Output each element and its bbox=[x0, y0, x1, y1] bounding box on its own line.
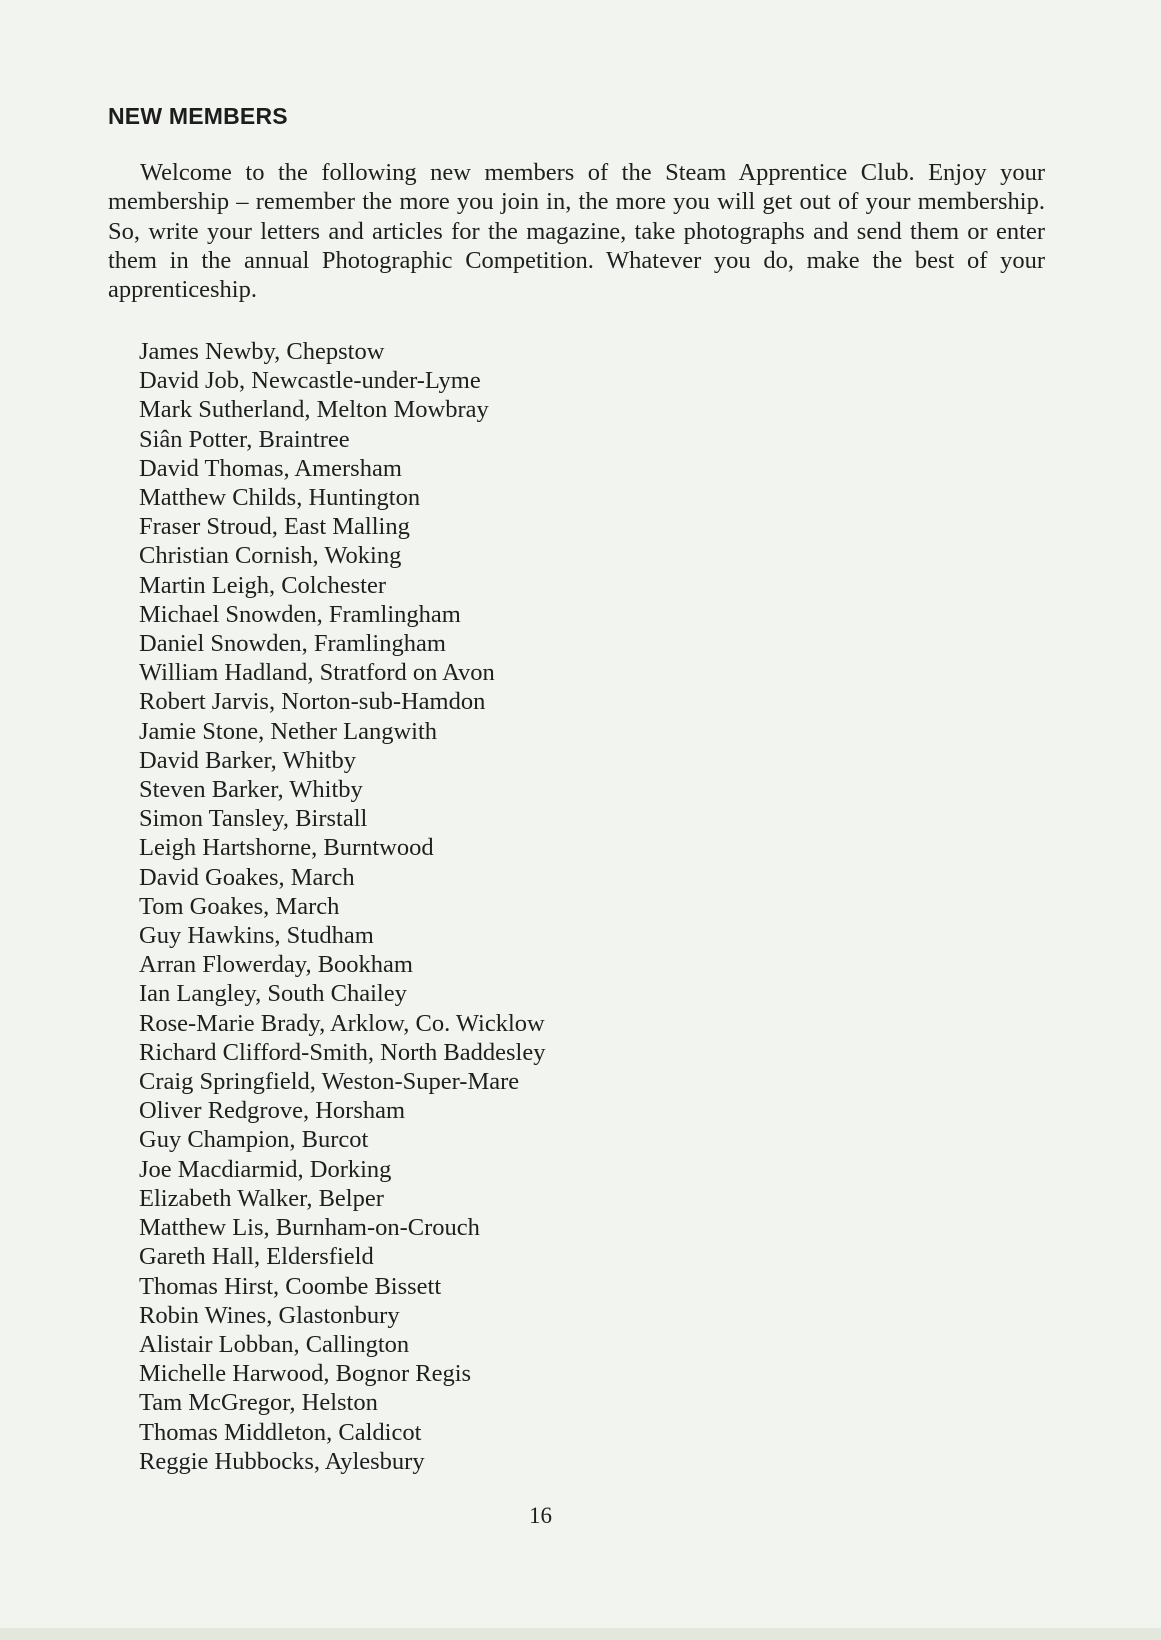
member-entry: David Job, Newcastle-under-Lyme bbox=[139, 367, 481, 395]
member-entry: Robert Jarvis, Norton-sub-Hamdon bbox=[139, 688, 486, 716]
member-entry: Leigh Hartshorne, Burntwood bbox=[139, 834, 434, 862]
member-entry: Rose-Marie Brady, Arklow, Co. Wicklow bbox=[139, 1009, 545, 1037]
intro-paragraph: Welcome to the following new members of the Steam Apprentice Club. Enjoy your membership – remember the more you join in, the more you will get out of your membership. So, write your letters and articles for the magazine, take photographs and send them or enter them in the annual Photographic Competition. Whatever you do, make the best of your apprenticeship. bbox=[108, 159, 1045, 304]
member-entry: Joe Macdiarmid, Dorking bbox=[139, 1155, 392, 1183]
page-number: 16 bbox=[529, 1503, 552, 1528]
member-entry: Daniel Snowden, Framlingham bbox=[139, 630, 446, 658]
member-entry: Richard Clifford-Smith, North Baddesley bbox=[139, 1038, 546, 1066]
member-entry: Siân Potter, Braintree bbox=[139, 425, 350, 453]
member-entry: Matthew Lis, Burnham-on-Crouch bbox=[139, 1214, 480, 1242]
member-entry: Fraser Stroud, East Malling bbox=[139, 513, 410, 541]
member-entry: Simon Tansley, Birstall bbox=[139, 805, 368, 833]
member-entry: Matthew Childs, Huntington bbox=[139, 484, 421, 512]
member-entry: Martin Leigh, Colchester bbox=[139, 571, 386, 599]
member-entry: Thomas Middleton, Caldicot bbox=[139, 1418, 422, 1446]
member-entry: Ian Langley, South Chailey bbox=[139, 980, 407, 1008]
member-entry: Tam McGregor, Helston bbox=[139, 1389, 378, 1417]
page-edge bbox=[0, 1628, 1161, 1640]
member-entry: Steven Barker, Whitby bbox=[139, 776, 363, 804]
members-list bbox=[139, 337, 545, 1476]
member-entry: Alistair Lobban, Callington bbox=[139, 1330, 410, 1358]
member-entry: Reggie Hubbocks, Aylesbury bbox=[139, 1447, 425, 1475]
member-entry: Arran Flowerday, Bookham bbox=[139, 951, 413, 979]
member-entry: Tom Goakes, March bbox=[139, 892, 340, 920]
member-entry: Michael Snowden, Framlingham bbox=[139, 600, 461, 628]
member-entry: Jamie Stone, Nether Langwith bbox=[139, 717, 438, 745]
member-entry: Guy Hawkins, Studham bbox=[139, 922, 374, 950]
member-entry: James Newby, Chepstow bbox=[139, 338, 385, 365]
member-entry: David Barker, Whitby bbox=[139, 746, 356, 774]
member-entry: Mark Sutherland, Melton Mowbray bbox=[139, 396, 489, 424]
section-heading: NEW MEMBERS bbox=[108, 103, 288, 129]
member-entry: Michelle Harwood, Bognor Regis bbox=[139, 1360, 472, 1388]
member-entry: David Thomas, Amersham bbox=[139, 454, 402, 482]
member-entry: Gareth Hall, Eldersfield bbox=[139, 1243, 374, 1271]
member-entry: Christian Cornish, Woking bbox=[139, 542, 402, 570]
member-entry: Thomas Hirst, Coombe Bissett bbox=[139, 1272, 442, 1300]
member-entry: David Goakes, March bbox=[139, 863, 355, 891]
member-entry: Guy Champion, Burcot bbox=[139, 1126, 369, 1154]
member-entry: Elizabeth Walker, Belper bbox=[139, 1184, 384, 1212]
member-entry: Robin Wines, Glastonbury bbox=[139, 1301, 400, 1329]
member-entry: Craig Springfield, Weston-Super-Mare bbox=[139, 1068, 520, 1096]
member-entry: William Hadland, Stratford on Avon bbox=[139, 659, 495, 687]
member-entry: Oliver Redgrove, Horsham bbox=[139, 1097, 406, 1125]
